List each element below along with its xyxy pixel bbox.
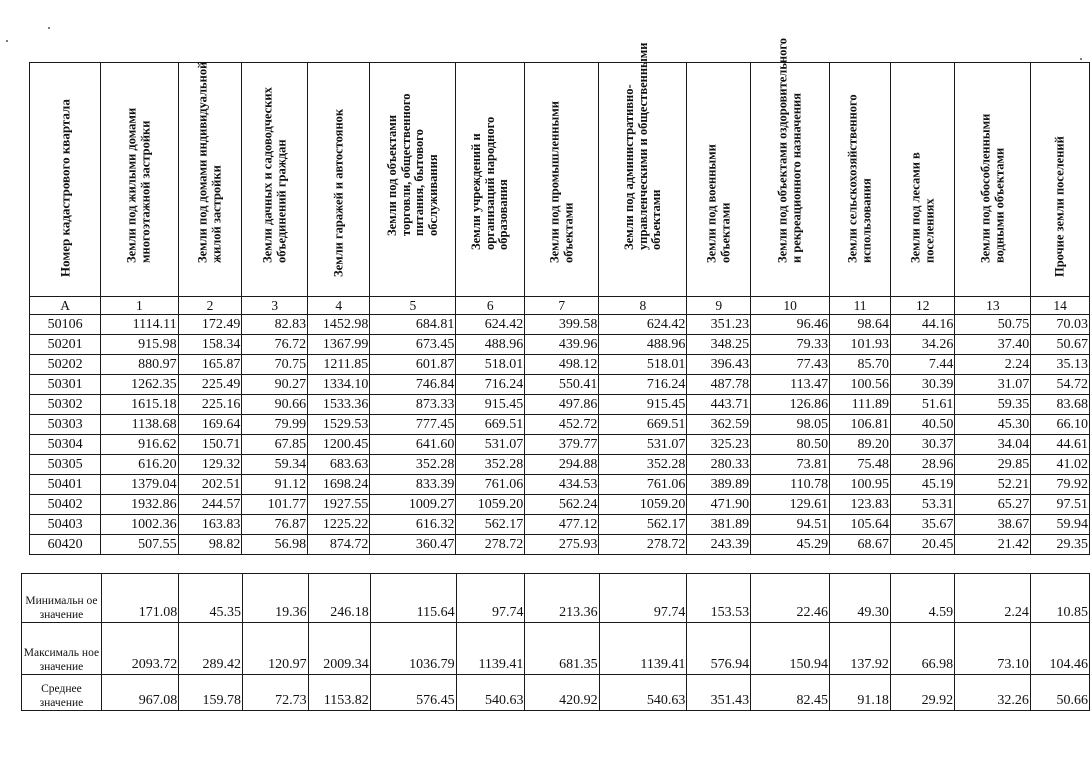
value-cell: 30.37 — [891, 435, 955, 455]
value-cell: 66.10 — [1031, 415, 1090, 435]
value-cell: 225.16 — [178, 395, 242, 415]
summary-value-cell: 32.26 — [955, 675, 1031, 711]
value-cell: 20.45 — [891, 535, 955, 555]
summary-value-cell: 540.63 — [456, 675, 525, 711]
value-cell: 471.90 — [687, 495, 751, 515]
value-cell: 443.71 — [687, 395, 751, 415]
value-cell: 77.43 — [751, 355, 830, 375]
header-garages: Земли гаражей и автостоянок — [308, 63, 370, 297]
value-cell: 531.07 — [456, 435, 525, 455]
value-cell: 616.32 — [370, 515, 456, 535]
value-cell: 669.51 — [456, 415, 525, 435]
value-cell: 915.98 — [101, 335, 178, 355]
scan-speck — [6, 40, 8, 42]
summary-value-cell: 82.45 — [751, 675, 830, 711]
value-cell: 53.31 — [891, 495, 955, 515]
summary-value-cell: 681.35 — [525, 623, 599, 675]
value-cell: 624.42 — [456, 315, 525, 335]
table-row — [30, 475, 1090, 495]
value-cell: 1200.45 — [308, 435, 370, 455]
value-cell: 96.46 — [751, 315, 830, 335]
value-cell: 129.61 — [751, 495, 830, 515]
value-cell: 1698.24 — [308, 475, 370, 495]
column-number: 9 — [687, 297, 751, 315]
header-trade: Земли под объектами торговли, общественного питания, бытового обслуживания — [370, 63, 456, 297]
value-cell: 79.33 — [751, 335, 830, 355]
column-number: 2 — [178, 297, 242, 315]
value-cell: 59.94 — [1031, 515, 1090, 535]
summary-value-cell: 159.78 — [179, 675, 243, 711]
value-cell: 105.64 — [830, 515, 891, 535]
table-row — [30, 435, 1090, 455]
value-cell: 202.51 — [178, 475, 242, 495]
value-cell: 601.87 — [370, 355, 456, 375]
value-cell: 163.83 — [178, 515, 242, 535]
value-cell: 550.41 — [525, 375, 599, 395]
value-cell: 123.83 — [830, 495, 891, 515]
value-cell: 38.67 — [955, 515, 1031, 535]
value-cell: 70.03 — [1031, 315, 1090, 335]
column-number-row — [30, 297, 1090, 315]
cadastral-number-cell: 60420 — [30, 535, 101, 555]
summary-value-cell: 2.24 — [955, 574, 1031, 623]
summary-value-cell: 540.63 — [599, 675, 687, 711]
value-cell: 73.81 — [751, 455, 830, 475]
value-cell: 452.72 — [525, 415, 599, 435]
value-cell: 916.62 — [101, 435, 178, 455]
summary-value-cell: 1036.79 — [370, 623, 456, 675]
value-cell: 90.66 — [242, 395, 308, 415]
value-cell: 1615.18 — [101, 395, 178, 415]
summary-value-cell: 115.64 — [370, 574, 456, 623]
value-cell: 439.96 — [525, 335, 599, 355]
summary-label: Минимальн ое значение — [22, 574, 102, 623]
value-cell: 65.27 — [955, 495, 1031, 515]
summary-row-avg — [22, 675, 1090, 711]
value-cell: 1932.86 — [101, 495, 178, 515]
summary-value-cell: 2093.72 — [101, 623, 178, 675]
value-cell: 90.27 — [242, 375, 308, 395]
header-dacha: Земли дачных и садоводческих объединений граждан — [242, 63, 308, 297]
value-cell: 172.49 — [178, 315, 242, 335]
value-cell: 562.17 — [599, 515, 687, 535]
value-cell: 100.56 — [830, 375, 891, 395]
summary-value-cell: 289.42 — [179, 623, 243, 675]
data-rows — [30, 315, 1090, 555]
value-cell: 85.70 — [830, 355, 891, 375]
value-cell: 35.13 — [1031, 355, 1090, 375]
cadastral-number-cell: 50201 — [30, 335, 101, 355]
table-row — [30, 315, 1090, 335]
column-number: 11 — [830, 297, 891, 315]
cadastral-number-cell: 50401 — [30, 475, 101, 495]
value-cell: 110.78 — [751, 475, 830, 495]
table-row — [30, 415, 1090, 435]
header-individual-housing: Земли под домами индивидуальной жилой застройки — [178, 63, 242, 297]
table-row — [30, 355, 1090, 375]
value-cell: 1533.36 — [308, 395, 370, 415]
table-row — [30, 375, 1090, 395]
value-cell: 487.78 — [687, 375, 751, 395]
table-row — [30, 455, 1090, 475]
value-cell: 434.53 — [525, 475, 599, 495]
value-cell: 7.44 — [891, 355, 955, 375]
summary-value-cell: 576.45 — [370, 675, 456, 711]
summary-value-cell: 420.92 — [525, 675, 599, 711]
header-recreation: Земли под объектами оздоровительного и рекреационного назначения — [751, 63, 830, 297]
summary-value-cell: 171.08 — [101, 574, 178, 623]
summary-value-cell: 1139.41 — [456, 623, 525, 675]
value-cell: 165.87 — [178, 355, 242, 375]
cadastral-number-cell: 50403 — [30, 515, 101, 535]
value-cell: 562.24 — [525, 495, 599, 515]
value-cell: 225.49 — [178, 375, 242, 395]
value-cell: 34.26 — [891, 335, 955, 355]
summary-value-cell: 213.36 — [525, 574, 599, 623]
summary-value-cell: 576.94 — [687, 623, 751, 675]
value-cell: 244.57 — [178, 495, 242, 515]
cadastral-number-cell: 50302 — [30, 395, 101, 415]
value-cell: 348.25 — [687, 335, 751, 355]
column-number: 7 — [525, 297, 599, 315]
column-number: 13 — [955, 297, 1031, 315]
value-cell: 29.85 — [955, 455, 1031, 475]
value-cell: 21.42 — [955, 535, 1031, 555]
value-cell: 76.72 — [242, 335, 308, 355]
value-cell: 1225.22 — [308, 515, 370, 535]
table-row — [30, 335, 1090, 355]
value-cell: 59.35 — [955, 395, 1031, 415]
value-cell: 275.93 — [525, 535, 599, 555]
value-cell: 98.05 — [751, 415, 830, 435]
column-number: 4 — [308, 297, 370, 315]
value-cell: 518.01 — [456, 355, 525, 375]
value-cell: 399.58 — [525, 315, 599, 335]
summary-value-cell: 120.97 — [242, 623, 308, 675]
column-number: 8 — [599, 297, 687, 315]
value-cell: 1114.11 — [101, 315, 178, 335]
summary-value-cell: 19.36 — [242, 574, 308, 623]
value-cell: 101.93 — [830, 335, 891, 355]
value-cell: 67.85 — [242, 435, 308, 455]
value-cell: 360.47 — [370, 535, 456, 555]
table-row — [30, 395, 1090, 415]
value-cell: 1059.20 — [599, 495, 687, 515]
value-cell: 624.42 — [599, 315, 687, 335]
cadastral-number-cell: 50305 — [30, 455, 101, 475]
value-cell: 362.59 — [687, 415, 751, 435]
summary-value-cell: 1139.41 — [599, 623, 687, 675]
value-cell: 641.60 — [370, 435, 456, 455]
value-cell: 35.67 — [891, 515, 955, 535]
summary-table — [21, 573, 1090, 711]
value-cell: 746.84 — [370, 375, 456, 395]
summary-value-cell: 50.66 — [1030, 675, 1089, 711]
column-number: 12 — [891, 297, 955, 315]
summary-value-cell: 66.98 — [890, 623, 954, 675]
summary-rows — [22, 574, 1090, 711]
column-number: 14 — [1031, 297, 1090, 315]
value-cell: 488.96 — [456, 335, 525, 355]
value-cell: 278.72 — [456, 535, 525, 555]
value-cell: 1059.20 — [456, 495, 525, 515]
value-cell: 29.35 — [1031, 535, 1090, 555]
value-cell: 51.61 — [891, 395, 955, 415]
value-cell: 45.29 — [751, 535, 830, 555]
column-number: 1 — [101, 297, 178, 315]
value-cell: 75.48 — [830, 455, 891, 475]
table-row — [30, 535, 1090, 555]
value-cell: 37.40 — [955, 335, 1031, 355]
value-cell: 389.89 — [687, 475, 751, 495]
summary-value-cell: 73.10 — [955, 623, 1031, 675]
value-cell: 45.19 — [891, 475, 955, 495]
summary-value-cell: 29.92 — [890, 675, 954, 711]
summary-value-cell: 153.53 — [687, 574, 751, 623]
summary-value-cell: 967.08 — [101, 675, 178, 711]
value-cell: 874.72 — [308, 535, 370, 555]
column-number: 5 — [370, 297, 456, 315]
value-cell: 761.06 — [599, 475, 687, 495]
value-cell: 669.51 — [599, 415, 687, 435]
table-row — [30, 515, 1090, 535]
value-cell: 915.45 — [599, 395, 687, 415]
value-cell: 89.20 — [830, 435, 891, 455]
value-cell: 52.21 — [955, 475, 1031, 495]
cadastral-number-cell: 50106 — [30, 315, 101, 335]
land-use-table — [29, 38, 1090, 555]
value-cell: 98.64 — [830, 315, 891, 335]
value-cell: 915.45 — [456, 395, 525, 415]
header-multistorey: Земли под жилыми домами многоэтажной застройки — [101, 63, 178, 297]
value-cell: 351.23 — [687, 315, 751, 335]
value-cell: 2.24 — [955, 355, 1031, 375]
summary-value-cell: 104.46 — [1030, 623, 1089, 675]
summary-value-cell: 97.74 — [456, 574, 525, 623]
value-cell: 41.02 — [1031, 455, 1090, 475]
value-cell: 1529.53 — [308, 415, 370, 435]
cadastral-number-cell: 50303 — [30, 415, 101, 435]
value-cell: 40.50 — [891, 415, 955, 435]
cadastral-number-cell: 50202 — [30, 355, 101, 375]
value-cell: 518.01 — [599, 355, 687, 375]
value-cell: 777.45 — [370, 415, 456, 435]
value-cell: 31.07 — [955, 375, 1031, 395]
value-cell: 34.04 — [955, 435, 1031, 455]
value-cell: 76.87 — [242, 515, 308, 535]
value-cell: 56.98 — [242, 535, 308, 555]
value-cell: 50.75 — [955, 315, 1031, 335]
value-cell: 716.24 — [599, 375, 687, 395]
column-number: 10 — [751, 297, 830, 315]
summary-row-max — [22, 623, 1090, 675]
value-cell: 79.99 — [242, 415, 308, 435]
value-cell: 873.33 — [370, 395, 456, 415]
value-cell: 684.81 — [370, 315, 456, 335]
value-cell: 616.20 — [101, 455, 178, 475]
value-cell: 169.64 — [178, 415, 242, 435]
summary-value-cell: 72.73 — [242, 675, 308, 711]
value-cell: 79.92 — [1031, 475, 1090, 495]
value-cell: 396.43 — [687, 355, 751, 375]
header-row — [30, 63, 1090, 297]
value-cell: 158.34 — [178, 335, 242, 355]
value-cell: 30.39 — [891, 375, 955, 395]
value-cell: 100.95 — [830, 475, 891, 495]
header-industrial: Земли под промышленными объектами — [525, 63, 599, 297]
value-cell: 45.30 — [955, 415, 1031, 435]
table-row — [30, 495, 1090, 515]
value-cell: 683.63 — [308, 455, 370, 475]
summary-value-cell: 10.85 — [1030, 574, 1089, 623]
cadastral-number-cell: 50301 — [30, 375, 101, 395]
value-cell: 106.81 — [830, 415, 891, 435]
value-cell: 833.39 — [370, 475, 456, 495]
summary-value-cell: 2009.34 — [308, 623, 370, 675]
value-cell: 68.67 — [830, 535, 891, 555]
column-number: А — [30, 297, 101, 315]
value-cell: 1002.36 — [101, 515, 178, 535]
summary-label: Среднее значение — [22, 675, 102, 711]
value-cell: 497.86 — [525, 395, 599, 415]
header-education: Земли учреждений и организаций народного образования — [456, 63, 525, 297]
value-cell: 352.28 — [599, 455, 687, 475]
column-number: 3 — [242, 297, 308, 315]
value-cell: 280.33 — [687, 455, 751, 475]
value-cell: 352.28 — [370, 455, 456, 475]
value-cell: 761.06 — [456, 475, 525, 495]
header-agricultural: Земли сельскохозяйственного использования — [830, 63, 891, 297]
value-cell: 70.75 — [242, 355, 308, 375]
value-cell: 98.82 — [178, 535, 242, 555]
value-cell: 44.61 — [1031, 435, 1090, 455]
value-cell: 325.23 — [687, 435, 751, 455]
scan-speck — [48, 27, 50, 29]
value-cell: 59.34 — [242, 455, 308, 475]
value-cell: 716.24 — [456, 375, 525, 395]
value-cell: 1367.99 — [308, 335, 370, 355]
value-cell: 278.72 — [599, 535, 687, 555]
value-cell: 129.32 — [178, 455, 242, 475]
value-cell: 1211.85 — [308, 355, 370, 375]
header-cadastral-number: Номер кадастрового квартала — [30, 63, 101, 297]
value-cell: 54.72 — [1031, 375, 1090, 395]
value-cell: 113.47 — [751, 375, 830, 395]
value-cell: 880.97 — [101, 355, 178, 375]
value-cell: 44.16 — [891, 315, 955, 335]
summary-value-cell: 97.74 — [599, 574, 687, 623]
value-cell: 352.28 — [456, 455, 525, 475]
value-cell: 673.45 — [370, 335, 456, 355]
value-cell: 381.89 — [687, 515, 751, 535]
value-cell: 91.12 — [242, 475, 308, 495]
summary-value-cell: 49.30 — [829, 574, 890, 623]
summary-value-cell: 22.46 — [751, 574, 830, 623]
value-cell: 294.88 — [525, 455, 599, 475]
summary-value-cell: 1153.82 — [308, 675, 370, 711]
summary-value-cell: 351.43 — [687, 675, 751, 711]
value-cell: 82.83 — [242, 315, 308, 335]
header-other: Прочие земли поселений — [1031, 63, 1090, 297]
summary-value-cell: 246.18 — [308, 574, 370, 623]
value-cell: 498.12 — [525, 355, 599, 375]
header-forests: Земли под лесами в поселениях — [891, 63, 955, 297]
summary-value-cell: 45.35 — [179, 574, 243, 623]
cadastral-number-cell: 50304 — [30, 435, 101, 455]
value-cell: 50.67 — [1031, 335, 1090, 355]
summary-value-cell: 91.18 — [829, 675, 890, 711]
summary-row-min — [22, 574, 1090, 623]
summary-value-cell: 150.94 — [751, 623, 830, 675]
value-cell: 1334.10 — [308, 375, 370, 395]
value-cell: 150.71 — [178, 435, 242, 455]
value-cell: 97.51 — [1031, 495, 1090, 515]
value-cell: 101.77 — [242, 495, 308, 515]
value-cell: 94.51 — [751, 515, 830, 535]
value-cell: 1927.55 — [308, 495, 370, 515]
summary-value-cell: 137.92 — [829, 623, 890, 675]
value-cell: 28.96 — [891, 455, 955, 475]
value-cell: 1379.04 — [101, 475, 178, 495]
scan-speck — [1080, 58, 1082, 60]
value-cell: 1138.68 — [101, 415, 178, 435]
value-cell: 562.17 — [456, 515, 525, 535]
value-cell: 83.68 — [1031, 395, 1090, 415]
value-cell: 1452.98 — [308, 315, 370, 335]
value-cell: 80.50 — [751, 435, 830, 455]
column-number: 6 — [456, 297, 525, 315]
value-cell: 111.89 — [830, 395, 891, 415]
value-cell: 531.07 — [599, 435, 687, 455]
header-water: Земли под обособленными водными объектами — [955, 63, 1031, 297]
header-military: Земли под военными объектами — [687, 63, 751, 297]
cadastral-number-cell: 50402 — [30, 495, 101, 515]
value-cell: 1262.35 — [101, 375, 178, 395]
header-administrative: Земли под административно-управленческими и общественными объектами — [599, 63, 687, 297]
value-cell: 507.55 — [101, 535, 178, 555]
summary-value-cell: 4.59 — [890, 574, 954, 623]
value-cell: 243.39 — [687, 535, 751, 555]
value-cell: 1009.27 — [370, 495, 456, 515]
value-cell: 488.96 — [599, 335, 687, 355]
value-cell: 126.86 — [751, 395, 830, 415]
value-cell: 477.12 — [525, 515, 599, 535]
value-cell: 379.77 — [525, 435, 599, 455]
summary-label: Максималь ное значение — [22, 623, 102, 675]
